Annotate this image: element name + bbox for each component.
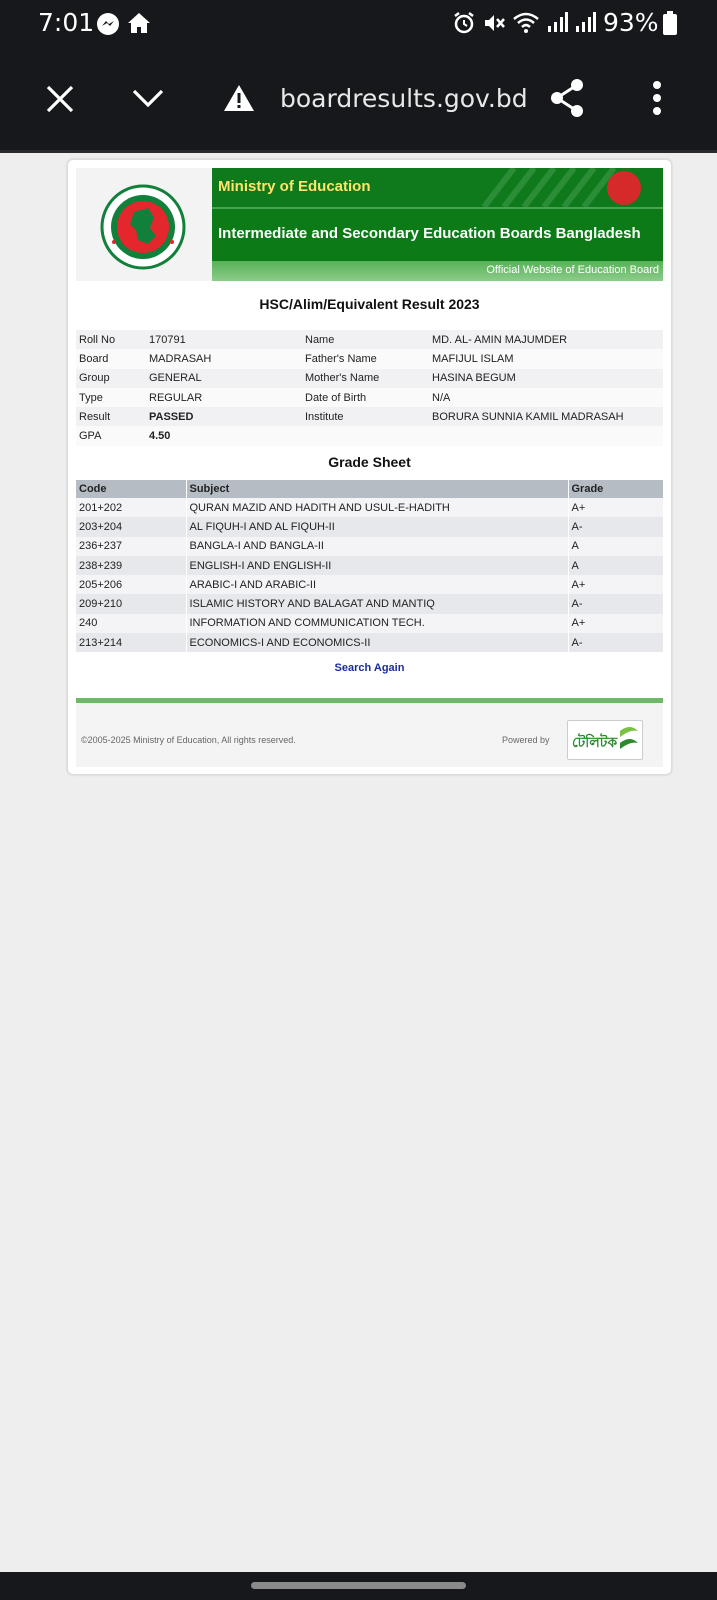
result-card (67, 159, 672, 775)
grade-row (76, 517, 663, 536)
keyboard-graphic (474, 168, 663, 207)
info-label (302, 426, 429, 445)
teletalk-swoosh-icon (618, 725, 640, 755)
url-domain: boardresults.gov.bd (280, 84, 528, 113)
info-row (76, 330, 663, 349)
grade-row (76, 556, 663, 575)
status-bar (0, 0, 717, 48)
subject-grade: A- (568, 633, 663, 652)
browser-toolbar (0, 48, 717, 150)
teletalk-logo[interactable] (567, 720, 643, 760)
grade-row (76, 594, 663, 613)
subject-code: 213+214 (79, 636, 123, 649)
info-value: N/A (432, 391, 451, 404)
grade-sheet-title: Grade Sheet (328, 454, 411, 470)
subject-name: ISLAMIC HISTORY AND BALAGAT AND MANTIQ (186, 594, 568, 613)
site-header (76, 168, 663, 281)
mute-icon (482, 11, 506, 35)
warning-icon[interactable] (222, 83, 256, 113)
boards-title: Intermediate and Secondary Education Boards Bangladesh (218, 225, 641, 242)
navigation-bar (0, 1572, 717, 1600)
copyright-text: ©2005-2025 Ministry of Education, All rights reserved. (81, 735, 296, 745)
subject-code: 209+210 (79, 598, 123, 611)
subject-grade: A+ (568, 498, 663, 517)
subject-code: 240 (79, 617, 98, 630)
info-value: MAFIJUL ISLAM (432, 352, 514, 365)
grade-header: Grade (568, 480, 663, 498)
subject-code: 236+237 (79, 540, 123, 553)
info-label: Result (79, 410, 111, 423)
code-header: Code (76, 480, 186, 498)
info-row (76, 388, 663, 407)
info-value: HASINA BEGUM (432, 372, 516, 385)
close-icon[interactable] (45, 84, 75, 114)
info-label: Mother's Name (305, 372, 380, 385)
search-again-link[interactable]: Search Again (334, 662, 405, 674)
info-row (76, 349, 663, 368)
subject-name: AL FIQUH-I AND AL FIQUH-II (186, 517, 568, 536)
grade-row (76, 633, 663, 652)
info-value: MD. AL- AMIN MAJUMDER (432, 333, 568, 346)
banner-top (212, 168, 663, 207)
grade-sheet-table (76, 480, 663, 652)
toolbar-divider (0, 150, 717, 153)
subject-code: 201+202 (79, 501, 123, 514)
teletalk-logo-text: টেলিটক (572, 734, 618, 750)
info-row (76, 407, 663, 426)
subject-code: 203+204 (79, 520, 123, 533)
student-info-table (76, 330, 663, 446)
banner-main (212, 209, 663, 261)
wifi-icon (512, 10, 540, 36)
subject-name: INFORMATION AND COMMUNICATION TECH. (186, 614, 568, 633)
info-row (76, 426, 663, 445)
powered-by-label: Powered by (502, 735, 550, 745)
info-row (76, 369, 663, 388)
subject-name: ARABIC-I AND ARABIC-II (186, 575, 568, 594)
subject-grade: A- (568, 594, 663, 613)
battery-percent: 93% (603, 8, 659, 37)
signal-icon (546, 11, 568, 33)
ministry-title: Ministry of Education (218, 178, 371, 195)
subject-name: ENGLISH-I AND ENGLISH-II (186, 556, 568, 575)
subject-name: QURAN MAZID AND HADITH AND USUL-E-HADITH (186, 498, 568, 517)
subject-grade: A+ (568, 614, 663, 633)
url-bar[interactable] (280, 84, 528, 113)
subject-name: BANGLA-I AND BANGLA-II (186, 537, 568, 556)
info-value: PASSED (149, 410, 194, 423)
info-value: BORURA SUNNIA KAMIL MADRASAH (432, 410, 624, 423)
info-label: Group (79, 372, 110, 385)
info-value: GENERAL (149, 372, 202, 385)
info-value: REGULAR (149, 391, 203, 404)
chevron-down-icon[interactable] (131, 86, 165, 110)
battery-icon (663, 11, 677, 35)
subject-name: ECONOMICS-I AND ECONOMICS-II (186, 633, 568, 652)
banner-bottom (212, 261, 663, 281)
home-gesture-handle[interactable] (251, 1582, 466, 1589)
grade-header-row (76, 480, 663, 498)
info-label: Name (305, 333, 335, 346)
logo-container (76, 168, 212, 281)
official-website-label: Official Website of Education Board (486, 264, 659, 276)
subject-code: 238+239 (79, 559, 123, 572)
info-value (429, 426, 663, 445)
info-value: 4.50 (149, 430, 171, 443)
subject-code: 205+206 (79, 578, 123, 591)
more-vert-icon[interactable] (652, 80, 662, 116)
info-label: Board (79, 352, 109, 365)
info-label: Type (79, 391, 103, 404)
home-icon (126, 11, 152, 35)
government-seal-logo (100, 184, 186, 270)
info-label: GPA (79, 430, 102, 443)
share-icon[interactable] (549, 78, 585, 118)
messenger-icon (96, 12, 120, 36)
grade-row (76, 498, 663, 517)
grade-row (76, 575, 663, 594)
subject-grade: A+ (568, 575, 663, 594)
site-footer (76, 703, 663, 767)
signal-icon (574, 11, 596, 33)
result-title: HSC/Alim/Equivalent Result 2023 (259, 296, 480, 312)
status-time: 7:01 (38, 8, 95, 37)
subject-grade: A (568, 537, 663, 556)
info-value: MADRASAH (149, 352, 212, 365)
info-label: Roll No (79, 333, 116, 346)
info-label: Father's Name (305, 352, 377, 365)
info-label: Date of Birth (305, 391, 367, 404)
info-label: Institute (305, 410, 344, 423)
subject-grade: A- (568, 517, 663, 536)
subject-grade: A (568, 556, 663, 575)
subject-header: Subject (186, 480, 568, 498)
alarm-icon (452, 11, 476, 35)
grade-row (76, 537, 663, 556)
grade-row (76, 614, 663, 633)
info-value: 170791 (149, 333, 186, 346)
